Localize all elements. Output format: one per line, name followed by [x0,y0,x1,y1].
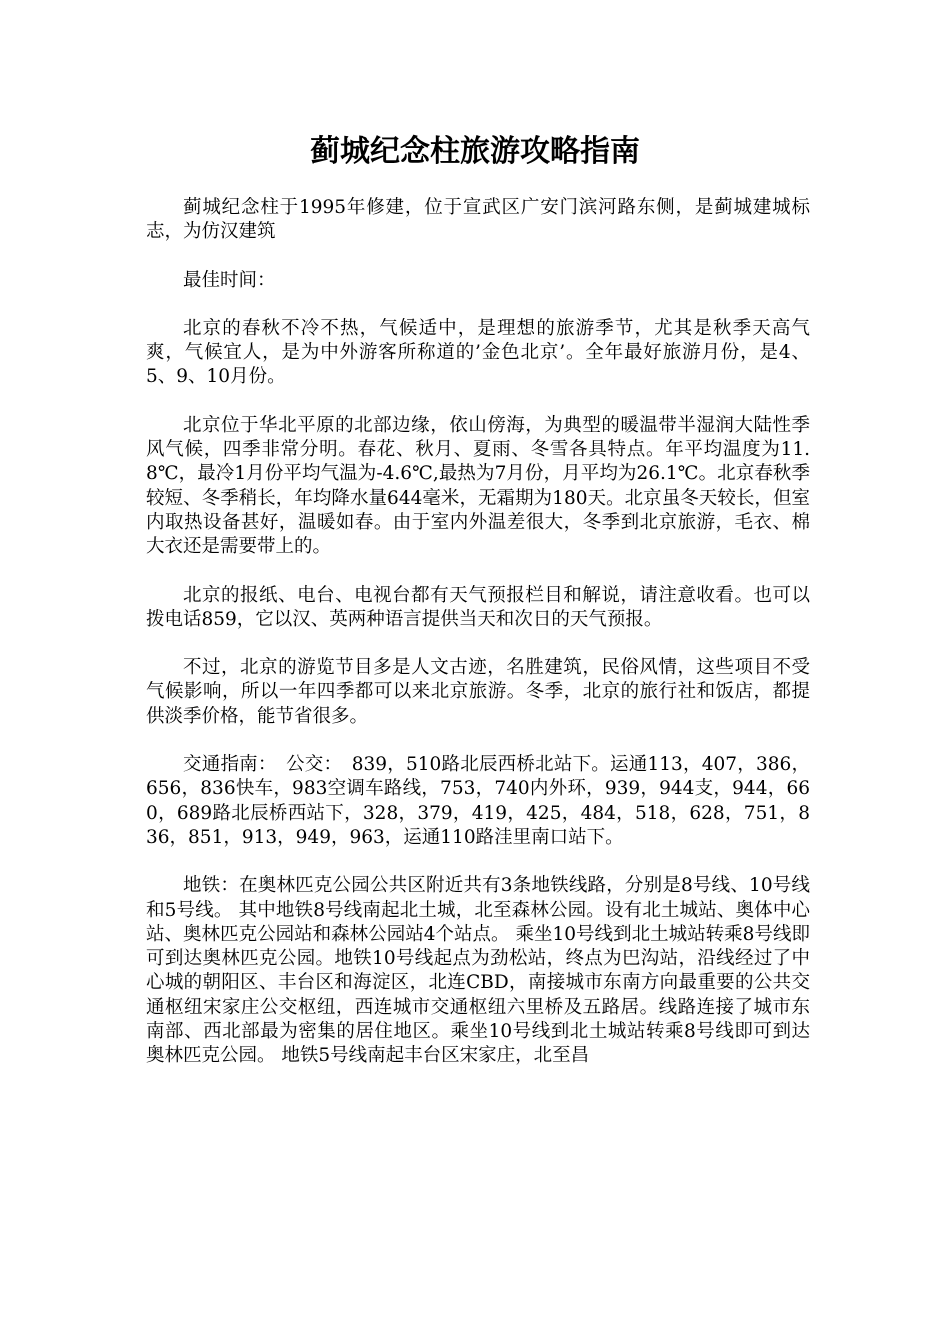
paragraph-weather-forecast: 北京的报纸、电台、电视台都有天气预报栏目和解说，请注意收看。也可以拨电话859，它以汉、英两种语言提供当天和次日的天气预报。 [146,584,810,630]
paragraph-year-round: 不过，北京的游览节目多是人文古迹，名胜建筑，民俗风情，这些项目不受气候影响，所以一年四季都可以来北京旅游。冬季，北京的旅行社和饭店，都提供淡季价格，能节省很多。 [146,657,810,727]
document-body [146,196,810,1069]
document-title: 蓟城纪念柱旅游攻略指南 [310,134,640,169]
paragraph-best-time-heading: 最佳时间： [183,269,276,291]
paragraph-climate: 北京位于华北平原的北部边缘，依山傍海，为典型的暖温带半湿润大陆性季风气候，四季非常分明。春花、秋月、夏雨、冬雪各具特点。年平均温度为11.8℃，最冷1月份平均气温为-4.6℃,最热为7月份，月平均为26.1℃。北京春秋季较短、冬季稍长，年均降水量644毫米，无霜期为180天。北京虽冬天较长，但室内取热设备甚好，温暖如春。由于室内外温差很大，冬季到北京旅游，毛衣、棉大衣还是需要带上的。 [146,414,810,558]
paragraph-bus-guide: 交通指南： 公交： 839，510路北辰西桥北站下。运通113，407，386，656，836快车，983空调车路线，753，740内外环，939，944支，944，660，689路北辰桥西站下，328，379，419，425，484，518，628，751，836，851，913，949，963，运通110路洼里南口站下。 [146,754,810,848]
paragraph-subway-guide: 地铁：在奥林匹克公园公共区附近共有3条地铁线路，分别是8号线、10号线和5号线。 其中地铁8号线南起北土城，北至森林公园。设有北土城站、奥体中心站、奥林匹克公园站和森林公园站4个站点。 乘坐10号线到北土城站转乘8号线即可到达奥林匹克公园。地铁10号线起点为劲松站，终点为巴沟站，沿线经过了中心城的朝阳区、丰台区和海淀区，北连CBD，南接城市东南方向最重要的公共交通枢纽宋家庄公交枢纽，西连城市交通枢纽六里桥及五路居。线路连接了城市东南部、西北部最为密集的居住地区。乘坐10号线到北土城站转乘8号线即可到达奥林匹克公园。 地铁5号线南起丰台区宋家庄，北至昌 [146,875,810,1067]
paragraph-intro: 蓟城纪念柱于1995年修建，位于宣武区广安门滨河路东侧，是蓟城建城标志，为仿汉建筑 [146,197,810,243]
paragraph-season: 北京的春秋不冷不热，气候适中，是理想的旅游季节，尤其是秋季天高气爽，气候宜人，是为中外游客所称道的’金色北京’。全年最好旅游月份，是4、5、9、10月份。 [146,317,810,388]
